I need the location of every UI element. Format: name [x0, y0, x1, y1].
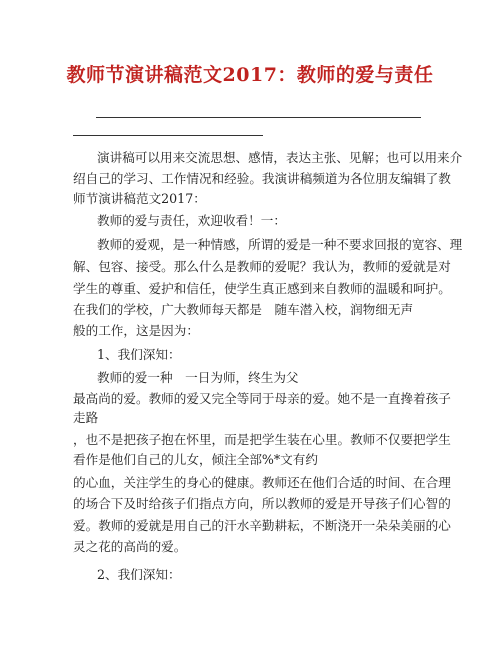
- header-rule-line-short: [73, 135, 263, 136]
- paragraph-line: 看作是他们自己的儿女，倾注全部%*文有约: [73, 452, 318, 467]
- paragraph-line: 的心血，关注学生的身心的健康。教师还在他们合适的时间、在合理: [73, 475, 451, 490]
- header-rule-line: [96, 117, 421, 118]
- paragraph-line: 般的工作，这是因为：: [73, 323, 199, 338]
- paragraph-line: 的场合下及时给孩子们指点方向，所以教师的爱是开导孩子们心智的: [73, 496, 451, 511]
- paragraph-line: 师节演讲稿范文2017：: [73, 191, 206, 206]
- paragraph-line: 学生的尊重、爱护和信任，使学生真正感到来自教师的温暖和呵护。: [73, 281, 451, 296]
- paragraph-line: ，也不是把孩子抱在怀里，而是把学生装在心里。教师不仅要把学生: [73, 432, 451, 447]
- paragraph-line: 绍自己的学习、工作情况和经验。我演讲稿频道为各位朋友编辑了教: [73, 171, 451, 186]
- section-heading: 1、我们深知：: [97, 347, 181, 362]
- paragraph-line: 最高尚的爱。教师的爱又完全等同于母亲的爱。她不是一直搀着孩子: [73, 391, 451, 406]
- paragraph-line: 爱。教师的爱就是用自己的汗水辛勤耕耘，不断浇开一朵朵美丽的心: [73, 518, 451, 533]
- paragraph-line: 教师的爱与责任，欢迎收看！一：: [97, 213, 286, 228]
- paragraph-line: 演讲稿可以用来交流思想、感情，表达主张、见解；也可以用来介: [97, 150, 463, 165]
- document-title: 教师节演讲稿范文2017：教师的爱与责任: [66, 64, 434, 86]
- paragraph-line: 解、包容、接受。那么什么是教师的爱呢？我认为，教师的爱就是对: [73, 259, 451, 274]
- paragraph-line: 教师的爱观，是一种情感，所谓的爱是一种不要求回报的宽容、理: [97, 237, 463, 252]
- section-heading: 2、我们深知：: [97, 567, 181, 582]
- paragraph-line: 走路: [73, 410, 99, 425]
- paragraph-line: 在我们的学校，广大教师每天都是 随车潜入校，润物细无声: [73, 302, 414, 317]
- paragraph-line: 教师的爱一种 一日为师，终生为父: [97, 370, 299, 385]
- paragraph-line: 灵之花的高尚的爱。: [73, 539, 187, 554]
